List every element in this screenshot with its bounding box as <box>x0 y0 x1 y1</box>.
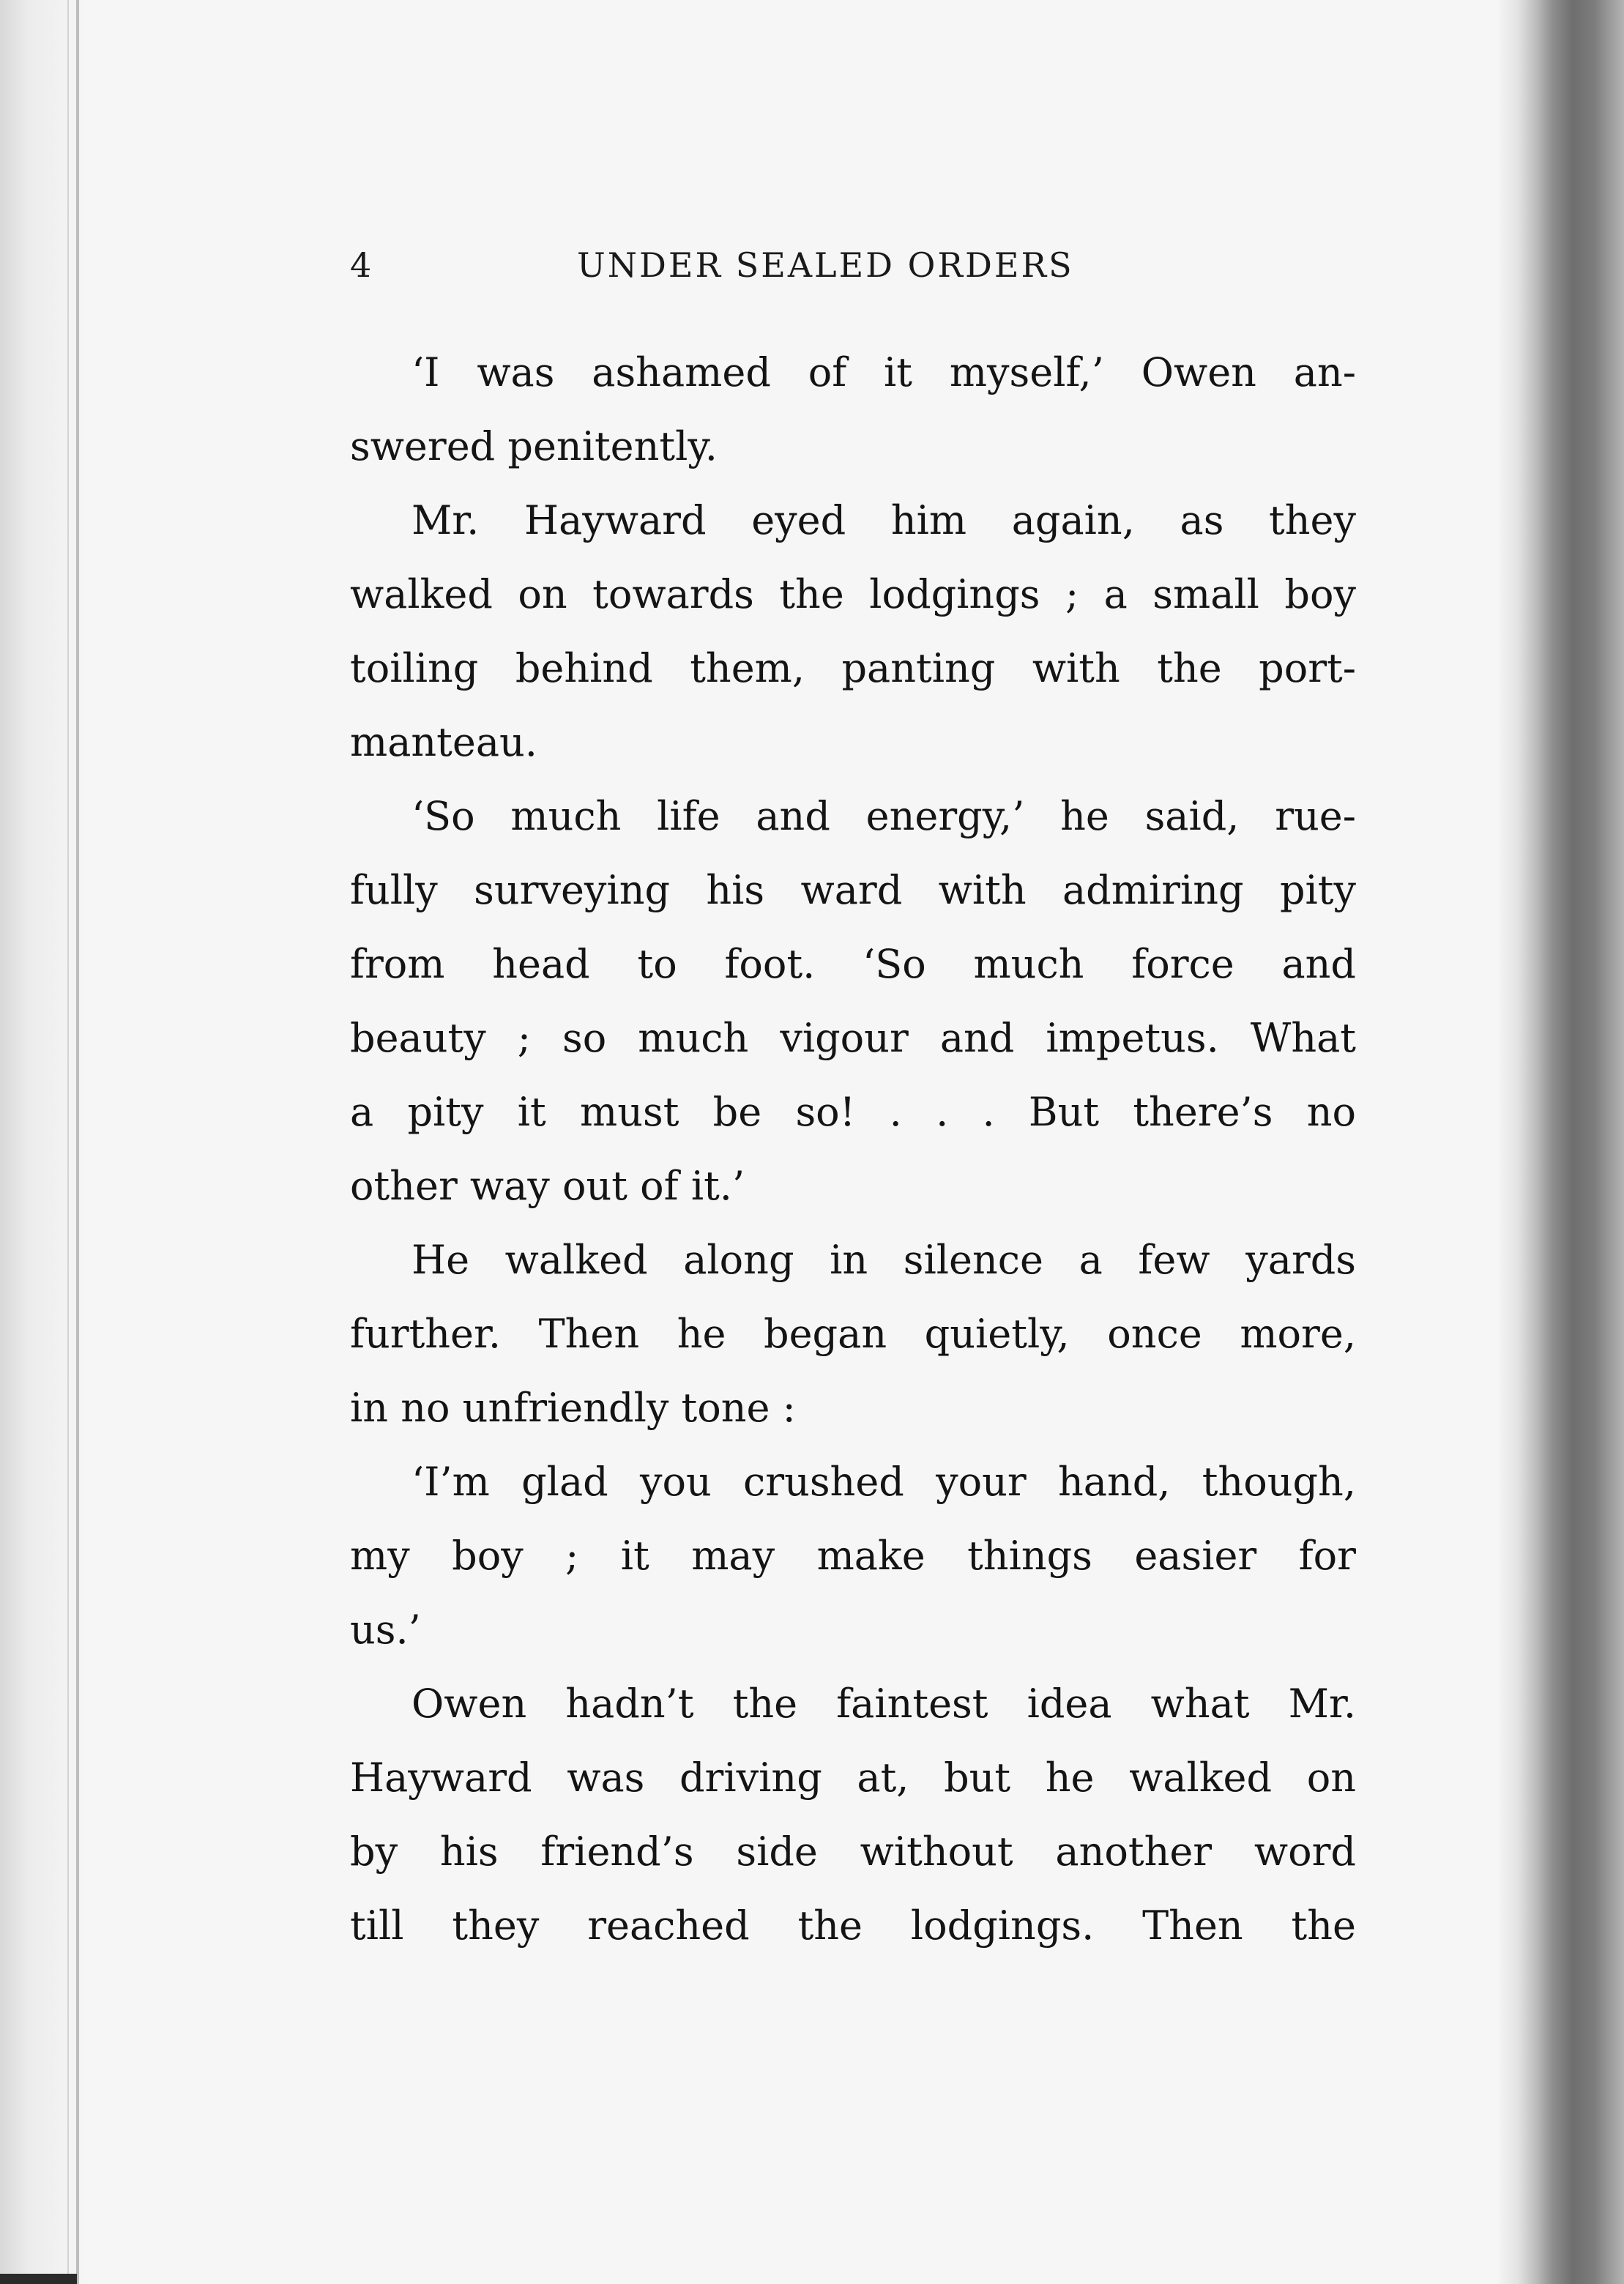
text-line: other way out of it.’ <box>350 1163 745 1209</box>
text-line: Mr. Hayward eyed him again, as they <box>411 497 1356 543</box>
page-edge-shadow <box>1500 0 1624 2284</box>
running-title: UNDER SEALED ORDERS <box>577 245 1074 285</box>
page-gutter-edge <box>0 0 88 2284</box>
text-line: ‘I’m glad you crushed your hand, though, <box>411 1459 1356 1505</box>
text-line: beauty ; so much vigour and impetus. What <box>350 1015 1356 1061</box>
text-line: till they reached the lodgings. Then the <box>350 1902 1356 1949</box>
text-line: ‘I was ashamed of it myself,’ Owen an- <box>411 349 1356 395</box>
text-line: from head to foot. ‘So much force and <box>350 941 1356 987</box>
running-head <box>350 245 1368 289</box>
text-line: further. Then he began quietly, once more, <box>350 1311 1356 1357</box>
text-line: walked on towards the lodgings ; a small boy <box>350 571 1356 617</box>
text-line: manteau. <box>350 719 537 765</box>
text-line: by his friend’s side without another word <box>350 1829 1356 1875</box>
text-line: fully surveying his ward with admiring pity <box>350 867 1356 913</box>
text-line: swered penitently. <box>350 423 718 469</box>
text-line: ‘So much life and energy,’ he said, rue- <box>411 793 1356 839</box>
text-line: Hayward was driving at, but he walked on <box>350 1755 1356 1801</box>
text-line: my boy ; it may make things easier for <box>350 1533 1356 1579</box>
text-line: us.’ <box>350 1607 421 1653</box>
binding-line-outer <box>67 0 69 2284</box>
text-line: Owen hadn’t the faintest idea what Mr. <box>411 1681 1356 1727</box>
text-line: a pity it must be so! . . . But there’s no <box>350 1089 1356 1135</box>
text-line: in no unfriendly tone : <box>350 1385 796 1431</box>
binding-line <box>76 0 79 2284</box>
text-line: toiling behind them, panting with the port- <box>350 645 1356 691</box>
text-line: He walked along in silence a few yards <box>411 1237 1356 1283</box>
body-text <box>350 335 1356 1963</box>
page-number: 4 <box>350 245 372 285</box>
scan-corner-mark <box>0 2274 77 2284</box>
